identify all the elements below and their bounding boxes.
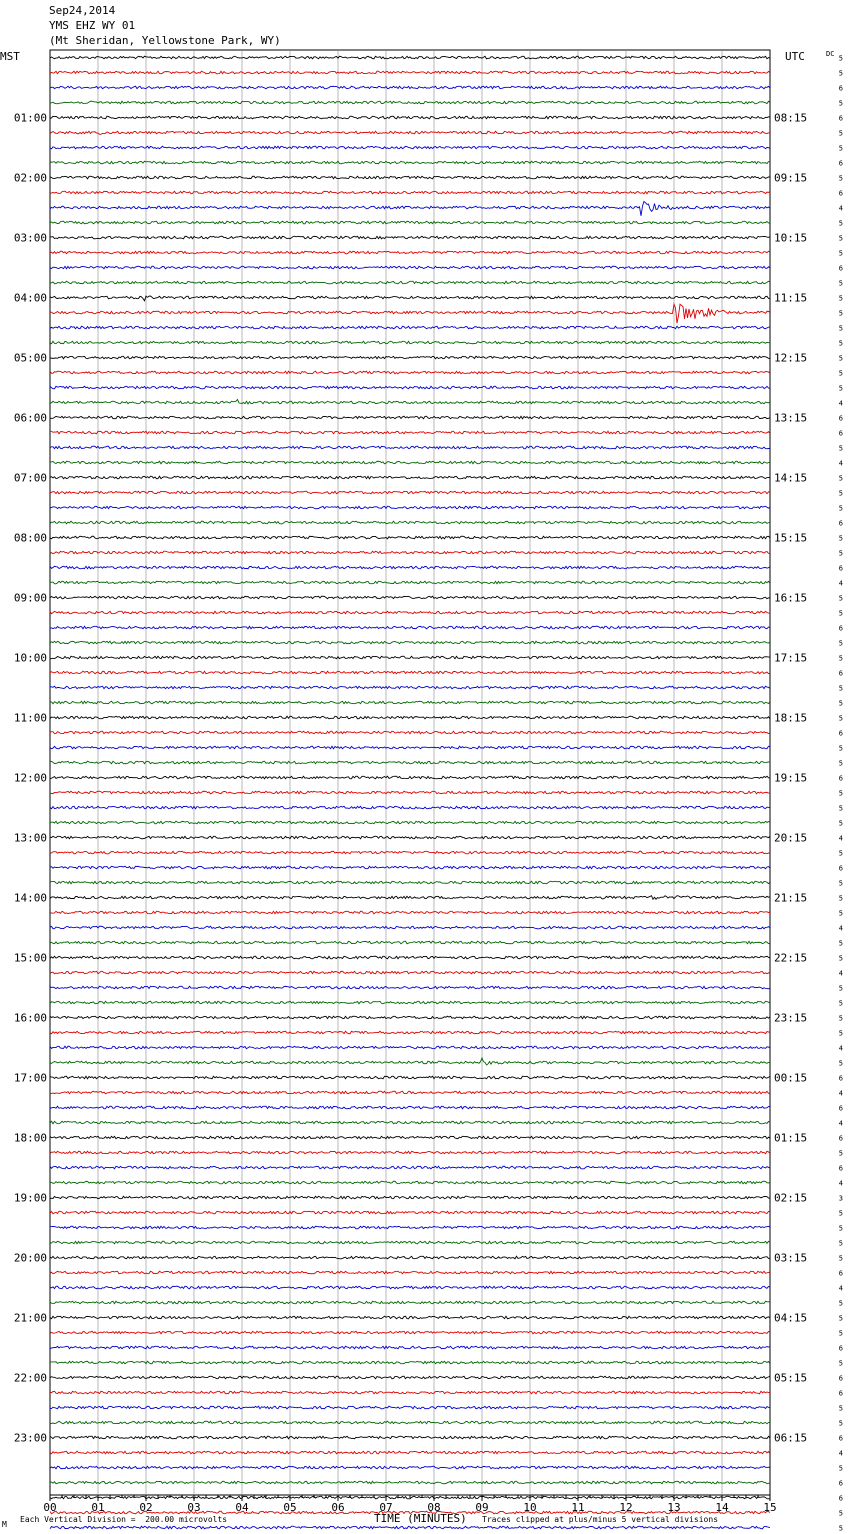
dc-offset-label: 6 [838, 669, 843, 678]
trace-row [50, 791, 770, 794]
trace-row [50, 596, 770, 599]
dc-offset-label: 6 [838, 1344, 843, 1353]
x-tick-label: 07 [379, 1501, 393, 1514]
dc-offset-label: 4 [838, 1449, 843, 1458]
dc-offset-label: 5 [838, 1209, 843, 1218]
dc-offset-label: 5 [838, 129, 843, 138]
trace-row [50, 86, 770, 89]
trace-row [50, 1466, 770, 1469]
dc-offset-label: 5 [838, 1329, 843, 1338]
mst-time-label: 01:00 [13, 111, 47, 125]
utc-time-label: 12:15 [774, 351, 808, 365]
dc-offset-label: 5 [838, 984, 843, 993]
trace-row [50, 536, 770, 539]
dc-offset-label: 6 [838, 774, 843, 783]
trace-row [50, 881, 770, 884]
x-tick-label: 11 [571, 1501, 585, 1514]
dc-offset-label: 5 [838, 684, 843, 693]
utc-time-label: 23:15 [774, 1011, 808, 1025]
utc-time-label: 10:15 [774, 231, 808, 245]
dc-offset-label: 5 [838, 1464, 843, 1473]
trace-row [50, 1346, 770, 1349]
trace-row [50, 686, 770, 689]
x-tick-label: 09 [475, 1501, 489, 1514]
mst-time-label: 21:00 [13, 1311, 47, 1325]
trace-row [50, 1016, 770, 1019]
trace-row [50, 1436, 770, 1439]
utc-axis-label: UTC [785, 50, 805, 63]
dc-offset-label: 5 [838, 354, 843, 363]
utc-time-label: 21:15 [774, 891, 808, 905]
dc-offset-label: 5 [838, 534, 843, 543]
trace-row [50, 431, 770, 434]
trace-row [50, 506, 770, 509]
trace-row [50, 386, 770, 389]
trace-row [50, 896, 770, 900]
dc-offset-label: 6 [838, 519, 843, 528]
mst-time-label: 16:00 [13, 1011, 47, 1025]
mst-time-label: 07:00 [13, 471, 47, 485]
x-tick-label: 08 [427, 1501, 441, 1514]
dc-offset-label: 6 [838, 189, 843, 198]
dc-offset-label: 6 [838, 114, 843, 123]
utc-time-label: 05:15 [774, 1371, 808, 1385]
mst-time-label: 10:00 [13, 651, 47, 665]
trace-row [50, 1331, 770, 1334]
dc-offset-label: 5 [838, 99, 843, 108]
x-tick-label: 12 [619, 1501, 633, 1514]
trace-row [50, 266, 770, 269]
dc-offset-label: 5 [838, 759, 843, 768]
trace-row [50, 986, 770, 989]
dc-offset-label: 5 [838, 384, 843, 393]
utc-time-label: 16:15 [774, 591, 808, 605]
dc-offset-label: 5 [838, 1239, 843, 1248]
mst-time-label: 14:00 [13, 891, 47, 905]
utc-time-label: 20:15 [774, 831, 808, 845]
trace-row [50, 716, 770, 719]
trace-row [50, 1211, 770, 1214]
dc-offset-label: 5 [838, 1149, 843, 1158]
dc-offset-label: 5 [838, 1299, 843, 1308]
utc-time-label: 03:15 [774, 1251, 808, 1265]
trace-row [50, 911, 770, 914]
x-tick-label: 04 [235, 1501, 249, 1514]
trace-row [50, 221, 770, 224]
chart-station: YMS EHZ WY 01 [49, 19, 136, 32]
dc-offset-label: 5 [838, 279, 843, 288]
trace-row [50, 1406, 770, 1409]
trace-row [50, 1196, 770, 1199]
trace-row [50, 116, 770, 119]
mst-axis-label: MST [0, 50, 20, 63]
dc-offset-label: 5 [838, 1404, 843, 1413]
trace-row [50, 746, 770, 749]
dc-offset-label: 5 [838, 1359, 843, 1368]
utc-time-label: 18:15 [774, 711, 808, 725]
dc-offset-label: 5 [838, 909, 843, 918]
dc-offset-label: 5 [838, 819, 843, 828]
trace-row [50, 566, 770, 569]
trace-row [50, 1181, 770, 1184]
trace-row [50, 146, 770, 149]
utc-time-label: 09:15 [774, 171, 808, 185]
utc-time-label: 13:15 [774, 411, 808, 425]
dc-label: DC [826, 50, 835, 58]
dc-offset-label: 5 [838, 1509, 843, 1518]
trace-row [50, 971, 770, 974]
trace-row [50, 1271, 770, 1274]
trace-row [50, 1121, 770, 1124]
mst-time-label: 17:00 [13, 1071, 47, 1085]
mst-time-label: 20:00 [13, 1251, 47, 1265]
x-tick-label: 15 [763, 1501, 777, 1514]
dc-offset-label: 5 [838, 894, 843, 903]
trace-row [50, 1091, 770, 1094]
trace-row [50, 1376, 770, 1379]
traces-group [50, 56, 770, 1534]
dc-offset-label: 6 [838, 414, 843, 423]
mst-time-label: 18:00 [13, 1131, 47, 1145]
dc-offset-label: 4 [838, 204, 843, 213]
dc-offset-label: 5 [838, 804, 843, 813]
dc-offset-label: 6 [838, 1374, 843, 1383]
trace-row [50, 1136, 770, 1139]
dc-offset-label: 5 [838, 594, 843, 603]
chart-date: Sep24,2014 [49, 4, 116, 17]
dc-offset-label: 6 [838, 1164, 843, 1173]
trace-row [50, 56, 770, 59]
dc-offset-label: 5 [838, 789, 843, 798]
dc-offset-label: 5 [838, 654, 843, 663]
trace-row [50, 400, 770, 404]
x-tick-label: 06 [331, 1501, 345, 1514]
trace-row [50, 1001, 770, 1004]
mst-time-label: 23:00 [13, 1431, 47, 1445]
trace-row [50, 1481, 770, 1484]
dc-offset-label: 6 [838, 84, 843, 93]
utc-time-label: 01:15 [774, 1131, 808, 1145]
utc-time-label: 22:15 [774, 951, 808, 965]
trace-row [50, 371, 770, 374]
trace-row [50, 626, 770, 629]
trace-row [50, 1286, 770, 1289]
dc-offset-label: 5 [838, 639, 843, 648]
dc-offset-label: 6 [838, 864, 843, 873]
mst-time-label: 02:00 [13, 171, 47, 185]
dc-offset-label: 4 [838, 924, 843, 933]
utc-time-label: 19:15 [774, 771, 808, 785]
trace-row [50, 806, 770, 809]
dc-offset-label: 5 [838, 504, 843, 513]
mst-time-label: 22:00 [13, 1371, 47, 1385]
trace-row [50, 926, 770, 929]
trace-row [50, 1361, 770, 1364]
trace-row [50, 866, 770, 869]
dc-offset-label: 5 [838, 744, 843, 753]
mst-time-label: 15:00 [13, 951, 47, 965]
trace-row [50, 1301, 770, 1304]
dc-offset-label: 5 [838, 954, 843, 963]
chart-location: (Mt Sheridan, Yellowstone Park, WY) [49, 34, 281, 47]
trace-row [50, 611, 770, 614]
mst-time-label: 04:00 [13, 291, 47, 305]
dc-offset-label: 4 [838, 1119, 843, 1128]
dc-offset-label: 4 [838, 1179, 843, 1188]
trace-row [50, 836, 770, 839]
dc-offset-label: 5 [838, 294, 843, 303]
dc-offset-label: 6 [838, 1389, 843, 1398]
trace-row [50, 176, 770, 179]
utc-time-label: 06:15 [774, 1431, 808, 1445]
trace-row [50, 1031, 770, 1034]
dc-offset-label: 5 [838, 369, 843, 378]
trace-row [50, 1076, 770, 1079]
dc-offset-label: 4 [838, 834, 843, 843]
mst-time-label: 03:00 [13, 231, 47, 245]
dc-offset-label: 5 [838, 1314, 843, 1323]
trace-row [50, 1106, 770, 1109]
dc-offset-label: 5 [838, 309, 843, 318]
trace-row [50, 416, 770, 419]
trace-row [50, 1241, 770, 1244]
trace-row [50, 461, 770, 464]
dc-offset-label: 5 [838, 939, 843, 948]
dc-offset-label: 6 [838, 1134, 843, 1143]
trace-row [50, 251, 770, 254]
dc-offset-label: 5 [838, 1524, 843, 1533]
dc-offset-label: 5 [838, 609, 843, 618]
trace-row [50, 671, 770, 674]
dc-offset-label: 5 [838, 249, 843, 258]
trace-row [50, 821, 770, 824]
dc-offset-label: 4 [838, 1284, 843, 1293]
mst-time-label: 06:00 [13, 411, 47, 425]
dc-offset-label: 5 [838, 714, 843, 723]
dc-offset-label: 6 [838, 564, 843, 573]
trace-row [50, 1058, 770, 1065]
dc-offset-label: 6 [838, 264, 843, 273]
dc-offset-label: 4 [838, 1089, 843, 1098]
x-tick-label: 03 [187, 1501, 201, 1514]
trace-row [50, 1526, 770, 1529]
dc-offset-label: 6 [838, 1494, 843, 1503]
mst-time-label: 12:00 [13, 771, 47, 785]
dc-offset-label: 5 [838, 444, 843, 453]
trace-row [50, 701, 770, 704]
dc-offset-label: 3 [838, 1194, 843, 1203]
utc-time-label: 17:15 [774, 651, 808, 665]
dc-offset-label: 6 [838, 429, 843, 438]
dc-offset-label: 6 [838, 1479, 843, 1488]
x-tick-label: 05 [283, 1501, 297, 1514]
dc-offset-label: 5 [838, 1029, 843, 1038]
utc-time-label: 00:15 [774, 1071, 808, 1085]
trace-row [50, 236, 770, 239]
trace-row [50, 581, 770, 584]
trace-row [50, 731, 770, 734]
trace-row [50, 1421, 770, 1424]
dc-offset-label: 4 [838, 579, 843, 588]
dc-offset-label: 4 [838, 459, 843, 468]
trace-row [50, 776, 770, 779]
utc-time-label: 14:15 [774, 471, 808, 485]
trace-row [50, 656, 770, 659]
trace-row [50, 761, 770, 764]
trace-row [50, 1226, 770, 1229]
dc-offset-label: 6 [838, 1269, 843, 1278]
corner-mark: M [2, 1520, 7, 1529]
trace-row [50, 1391, 770, 1394]
x-tick-label: 13 [667, 1501, 681, 1514]
trace-row [50, 1151, 770, 1154]
trace-row [50, 941, 770, 944]
dc-offset-label: 4 [838, 399, 843, 408]
mst-time-label: 11:00 [13, 711, 47, 725]
dc-offset-label: 5 [838, 489, 843, 498]
dc-offset-label: 5 [838, 699, 843, 708]
trace-row [50, 491, 770, 494]
dc-offset-label: 5 [838, 69, 843, 78]
trace-row [50, 131, 770, 134]
mst-time-label: 05:00 [13, 351, 47, 365]
dc-offset-label: 5 [838, 339, 843, 348]
dc-offset-label: 5 [838, 549, 843, 558]
trace-row [50, 1451, 770, 1454]
x-tick-label: 10 [523, 1501, 537, 1514]
trace-row [50, 1316, 770, 1319]
trace-row [50, 446, 770, 449]
trace-row [50, 101, 770, 104]
trace-row [50, 161, 770, 164]
dc-offset-label: 5 [838, 1419, 843, 1428]
trace-row [50, 296, 770, 301]
dc-offset-label: 6 [838, 1074, 843, 1083]
trace-row [50, 191, 770, 194]
utc-time-label: 15:15 [774, 531, 808, 545]
dc-offset-label: 5 [838, 219, 843, 228]
dc-offset-label: 6 [838, 1434, 843, 1443]
dc-offset-label: 5 [838, 1014, 843, 1023]
clip-note: Traces clipped at plus/minus 5 vertical divisions [482, 1515, 719, 1524]
utc-time-label: 08:15 [774, 111, 808, 125]
utc-time-label: 11:15 [774, 291, 808, 305]
trace-row [50, 356, 770, 359]
trace-row [50, 476, 770, 479]
trace-row [50, 202, 770, 216]
trace-row [50, 851, 770, 854]
dc-offset-label: 5 [838, 879, 843, 888]
trace-row [50, 521, 770, 524]
trace-row [50, 326, 770, 329]
mst-time-label: 13:00 [13, 831, 47, 845]
dc-offset-label: 6 [838, 159, 843, 168]
trace-row [50, 641, 770, 644]
dc-offset-label: 5 [838, 1059, 843, 1068]
dc-offset-label: 5 [838, 54, 843, 63]
mst-time-label: 09:00 [13, 591, 47, 605]
mst-time-label: 19:00 [13, 1191, 47, 1205]
dc-offset-label: 5 [838, 849, 843, 858]
dc-offset-label: 6 [838, 1104, 843, 1113]
trace-row [50, 1256, 770, 1259]
x-tick-label: 14 [715, 1501, 729, 1514]
trace-row [50, 551, 770, 554]
utc-time-label: 04:15 [774, 1311, 808, 1325]
utc-time-label: 02:15 [774, 1191, 808, 1205]
x-axis-label: TIME (MINUTES) [374, 1512, 467, 1525]
x-tick-label: 02 [139, 1501, 153, 1514]
scale-note: Each Vertical Division = 200.00 microvolts [20, 1515, 228, 1524]
trace-row [50, 1166, 770, 1169]
trace-row [50, 304, 770, 323]
trace-row [50, 71, 770, 74]
mst-time-label: 08:00 [13, 531, 47, 545]
dc-offset-label: 6 [838, 624, 843, 633]
dc-offset-label: 5 [838, 324, 843, 333]
dc-offset-label: 5 [838, 474, 843, 483]
trace-row [50, 341, 770, 344]
dc-offset-label: 5 [838, 1254, 843, 1263]
x-tick-label: 00 [43, 1501, 57, 1514]
dc-offset-label: 4 [838, 1044, 843, 1053]
trace-row [50, 1046, 770, 1049]
dc-offset-label: 5 [838, 144, 843, 153]
dc-offset-label: 5 [838, 234, 843, 243]
dc-offset-label: 5 [838, 1224, 843, 1233]
dc-offset-label: 5 [838, 174, 843, 183]
trace-row [50, 281, 770, 284]
dc-offset-label: 4 [838, 969, 843, 978]
trace-row [50, 956, 770, 959]
dc-offset-label: 6 [838, 729, 843, 738]
x-tick-label: 01 [91, 1501, 105, 1514]
dc-offset-label: 5 [838, 999, 843, 1008]
